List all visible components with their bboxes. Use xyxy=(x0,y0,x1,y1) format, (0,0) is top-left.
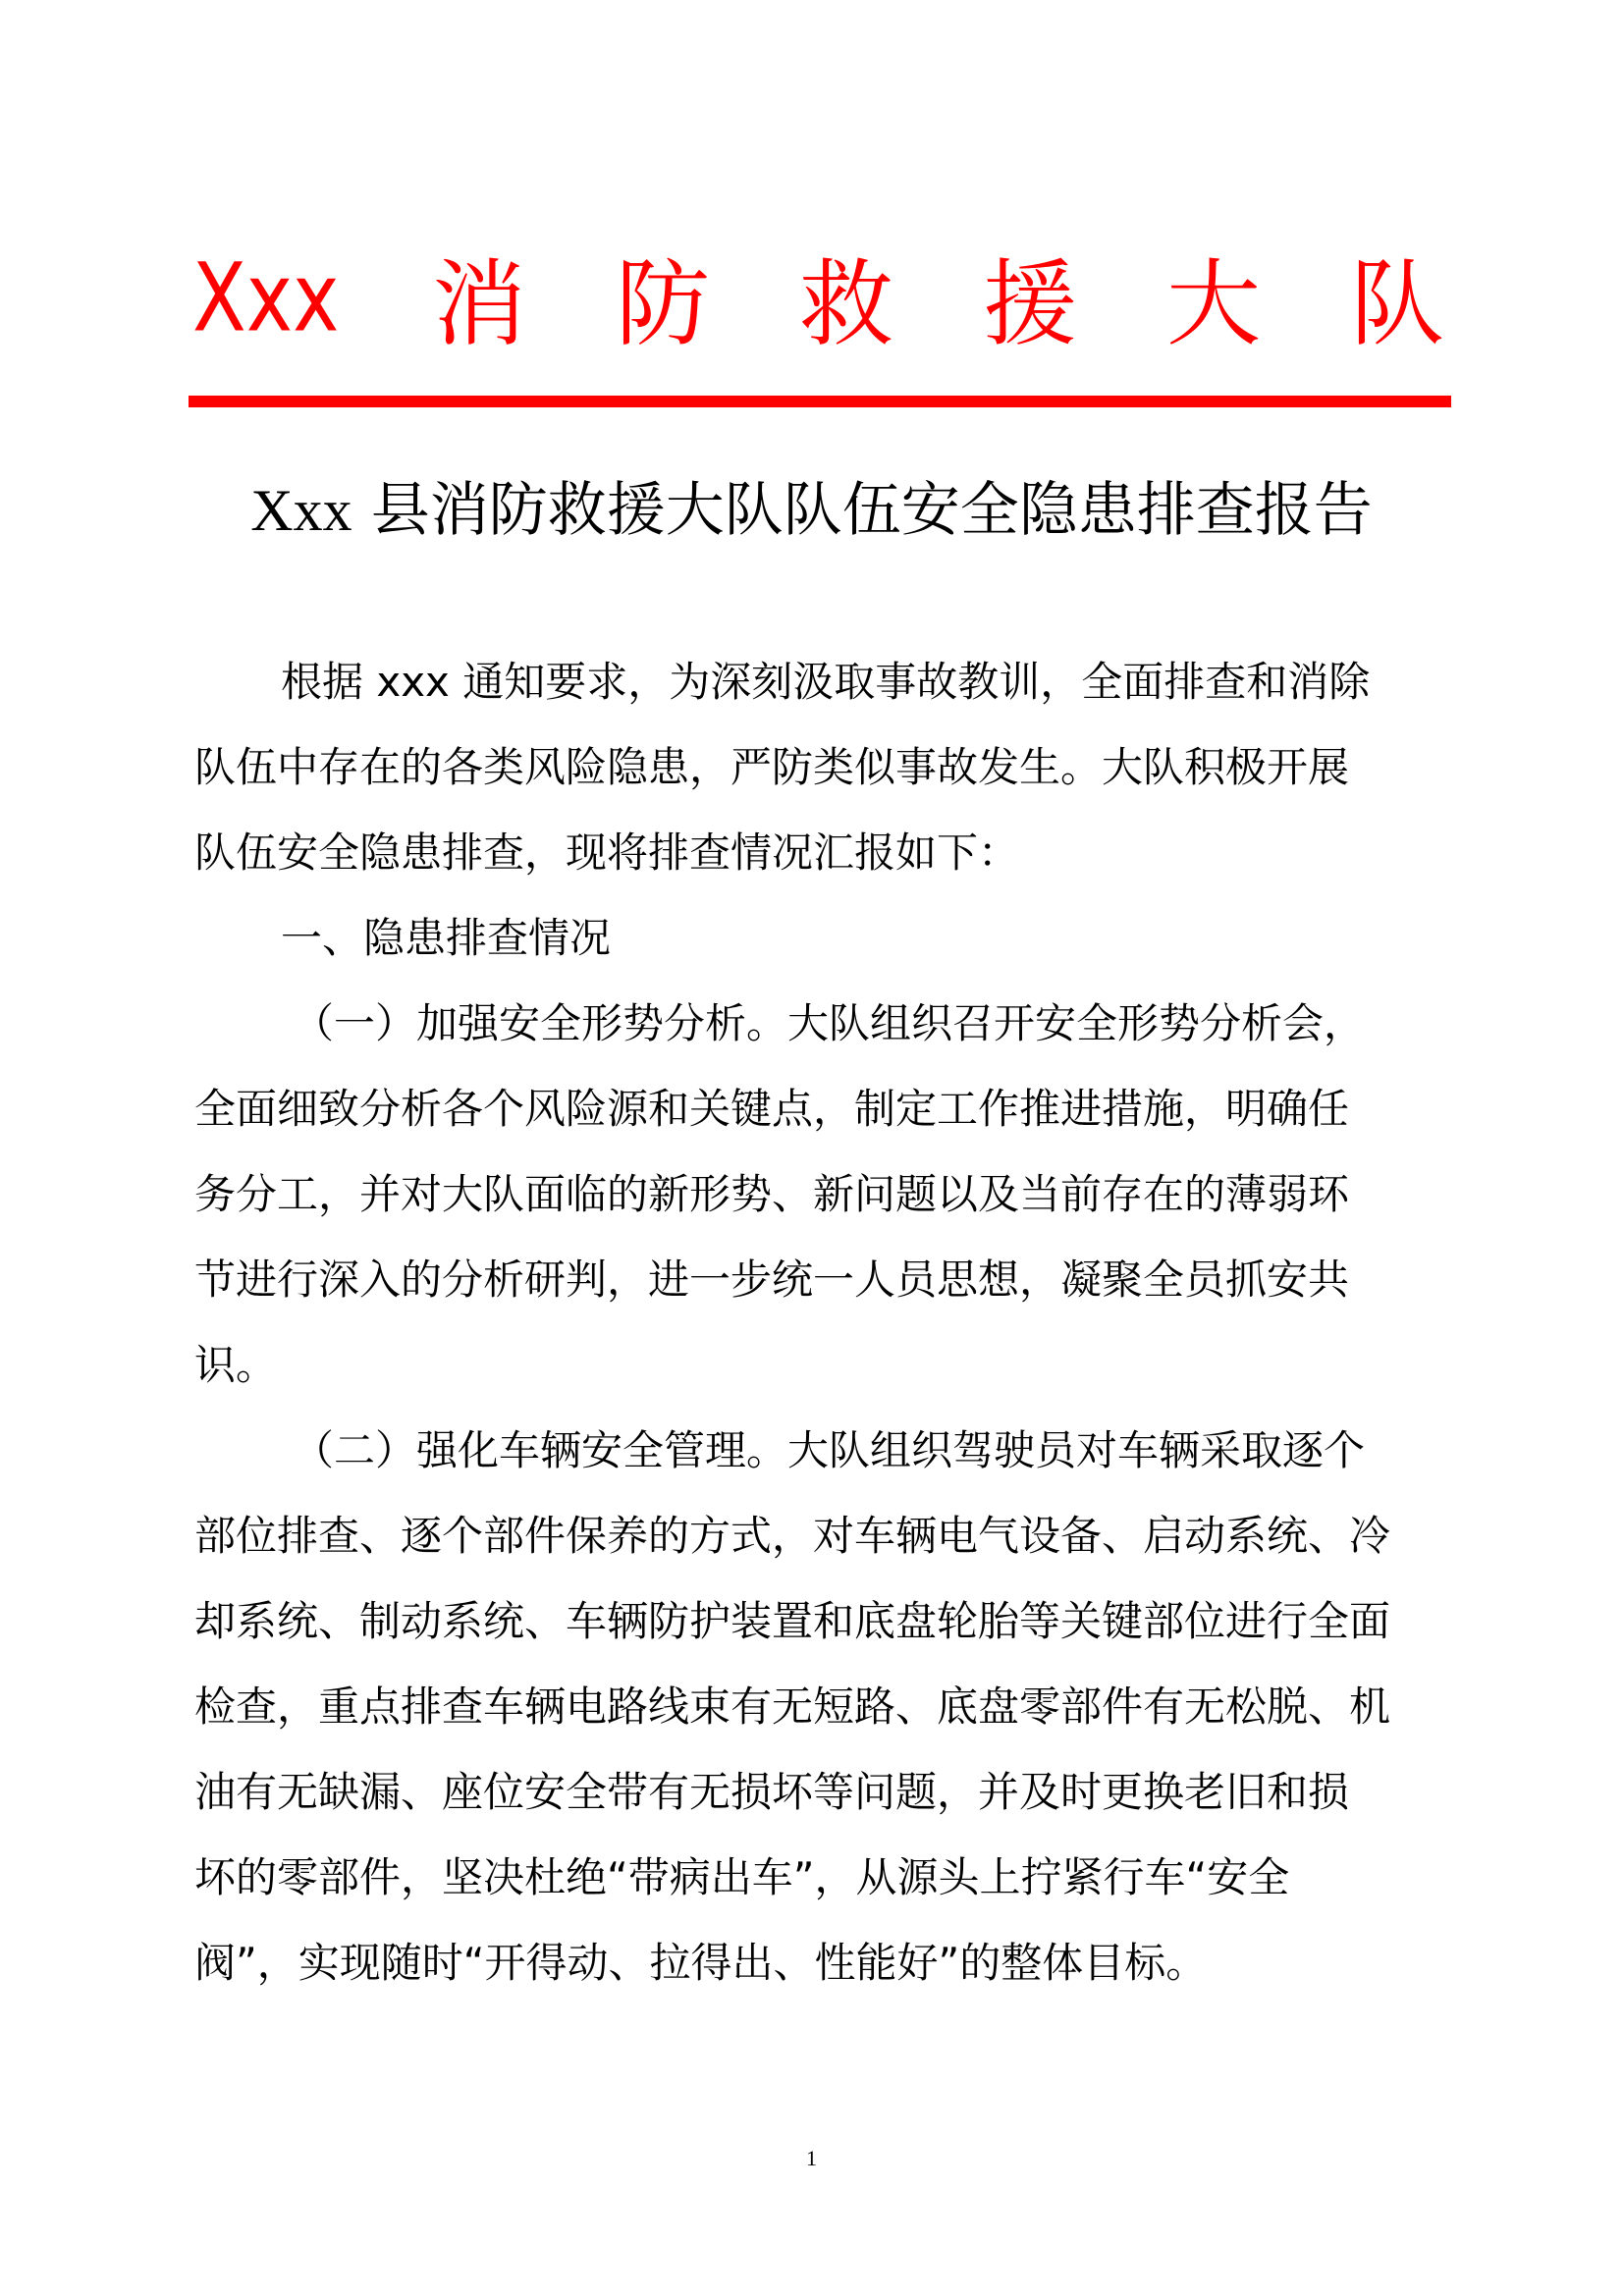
text-line: 油有无缺漏、座位安全带有无损坏等问题，并及时更换老旧和损 xyxy=(194,1768,1350,1816)
text-line: 队伍中存在的各类风险隐患，严防类似事故发生。大队积极开展 xyxy=(194,743,1350,791)
text-line: 节进行深入的分析研判，进一步统一人员思想，凝聚全员抓安共 xyxy=(194,1255,1350,1304)
text-line: 全面细致分析各个风险源和关键点，制定工作推进措施，明确任 xyxy=(194,1085,1350,1133)
text-line: （一）加强安全形势分析。大队组织召开安全形势分析会， xyxy=(293,999,1366,1047)
paragraph-2 xyxy=(194,1421,1443,2019)
red-divider xyxy=(189,396,1451,407)
page-number: 1 xyxy=(806,2146,817,2170)
letterhead-char: 消 xyxy=(432,249,526,359)
letterhead-char: 大 xyxy=(1166,249,1261,359)
text-line: 却系统、制动系统、车辆防护装置和底盘轮胎等关键部位进行全面 xyxy=(194,1597,1391,1645)
text-line: （二）强化车辆安全管理。大队组织驾驶员对车辆采取逐个 xyxy=(293,1426,1366,1474)
paragraph-intro xyxy=(194,653,1443,909)
document-title xyxy=(0,471,1623,550)
text-line: 识。 xyxy=(194,1341,278,1389)
letterhead xyxy=(0,242,1623,363)
text-line: 检查，重点排查车辆电路线束有无短路、底盘零部件有无松脱、机 xyxy=(194,1682,1391,1731)
document-body xyxy=(194,653,1443,2019)
text-line: 队伍安全隐患排查，现将排查情况汇报如下： xyxy=(194,828,1020,877)
text-line: 部位排查、逐个部件保养的方式，对车辆电气设备、启动系统、冷 xyxy=(194,1512,1391,1560)
title-prefix: Xxx xyxy=(250,478,352,543)
text-line: 阀”，实现随时“开得动、拉得出、性能好”的整体目标。 xyxy=(194,1939,1208,1987)
paragraph-1 xyxy=(194,994,1443,1421)
letterhead-prefix: Xxx xyxy=(192,242,340,353)
text-line: 务分工，并对大队面临的新形势、新问题以及当前存在的薄弱环 xyxy=(194,1170,1350,1218)
letterhead-char: 救 xyxy=(799,249,893,359)
letterhead-char: 防 xyxy=(616,249,710,359)
text-line: 坏的零部件，坚决杜绝“带病出车”，从源头上拧紧行车“安全 xyxy=(194,1853,1290,1901)
letterhead-char: 援 xyxy=(983,249,1077,359)
section-heading: 一、隐患排查情况 xyxy=(281,914,612,962)
text-line: 根据 xxx 通知要求，为深刻汲取事故教训，全面排查和消除 xyxy=(281,658,1371,706)
letterhead-char: 队 xyxy=(1350,249,1444,359)
title-text: 县消防救援大队队伍安全隐患排查报告 xyxy=(370,476,1373,545)
